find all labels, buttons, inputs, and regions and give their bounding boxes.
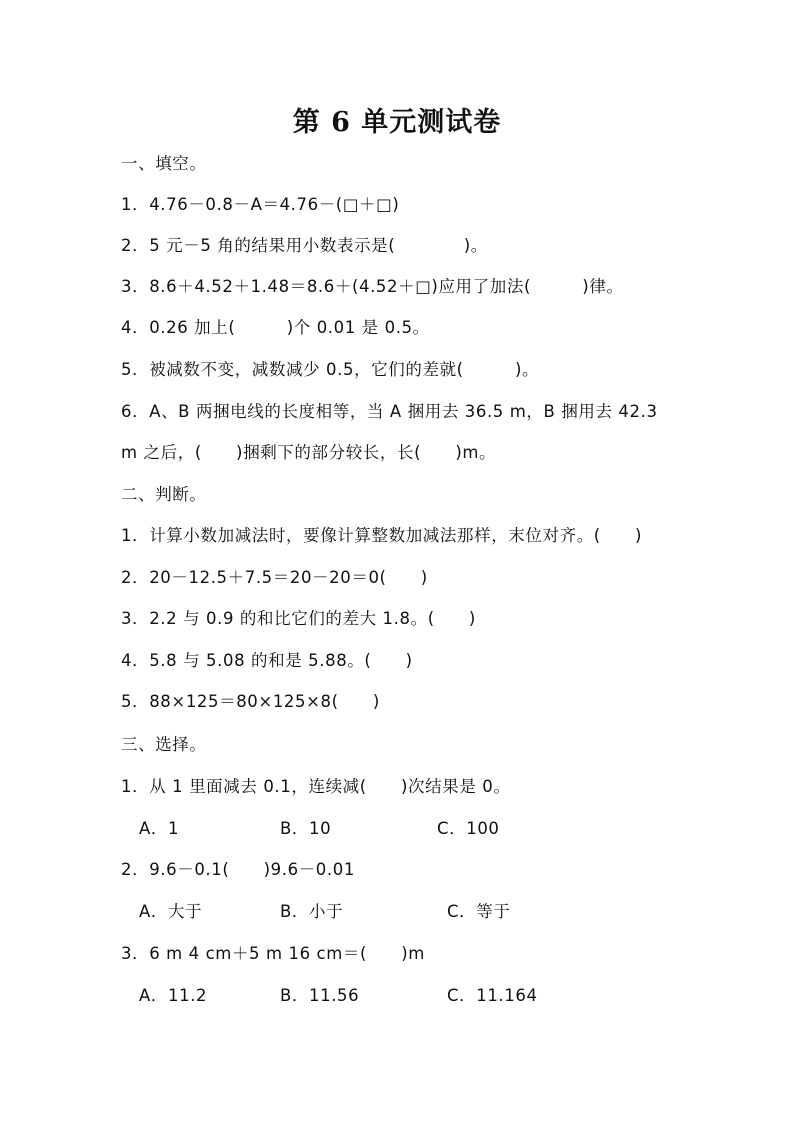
choice-3-option-c: C．11.164 [447, 986, 538, 1005]
choice-2-option-b: B．小于 [280, 902, 344, 921]
choice-1-option-c: C．100 [437, 819, 500, 838]
choice-3-option-b: B．11.56 [280, 986, 360, 1005]
choice-1-option-b: B．10 [280, 819, 332, 838]
choice-2-option-a: A．大于 [139, 902, 203, 921]
judge-question-1: 1．计算小数加减法时，要像计算整数加减法那样，末位对齐。( ) [121, 526, 643, 545]
choice-1-option-a: A．1 [139, 819, 180, 838]
fill-question-6-line-2: m 之后，( )捆剩下的部分较长，长( )m。 [121, 443, 497, 462]
choice-2-option-c: C．等于 [447, 902, 511, 921]
judge-question-4: 4．5.8 与 5.08 的和是 5.88。( ) [121, 651, 413, 670]
fill-question-1: 1．4.76－0.8－A＝4.76－(□＋□) [121, 195, 400, 214]
choice-question-2: 2．9.6－0.1( )9.6－0.01 [121, 860, 355, 879]
page-title: 第 6 单元测试卷 [292, 107, 502, 138]
choice-3-option-a: A．11.2 [139, 986, 208, 1005]
judge-question-3: 3．2.2 与 0.9 的和比它们的差大 1.8。( ) [121, 609, 476, 628]
fill-question-4: 4．0.26 加上( )个 0.01 是 0.5。 [121, 318, 430, 337]
section-heading-fill: 一、填空。 [121, 154, 207, 173]
judge-question-5: 5．88×125＝80×125×8( ) [121, 692, 380, 711]
section-heading-judge: 二、判断。 [121, 485, 207, 504]
choice-question-1: 1．从 1 里面减去 0.1，连续减( )次结果是 0。 [121, 777, 511, 796]
fill-question-5: 5．被减数不变，减数减少 0.5，它们的差就( )。 [121, 360, 540, 379]
fill-question-2: 2．5 元－5 角的结果用小数表示是( )。 [121, 236, 488, 255]
section-heading-choice: 三、选择。 [121, 735, 207, 754]
fill-question-6-line-1: 6．A、B 两捆电线的长度相等，当 A 捆用去 36.5 m，B 捆用去 42.3 [121, 402, 658, 421]
judge-question-2: 2．20－12.5＋7.5＝20－20＝0( ) [121, 568, 428, 587]
choice-question-3: 3．6 m 4 cm＋5 m 16 cm＝( )m [121, 944, 425, 963]
fill-question-3: 3．8.6＋4.52＋1.48＝8.6＋(4.52＋□)应用了加法( )律。 [121, 277, 624, 296]
